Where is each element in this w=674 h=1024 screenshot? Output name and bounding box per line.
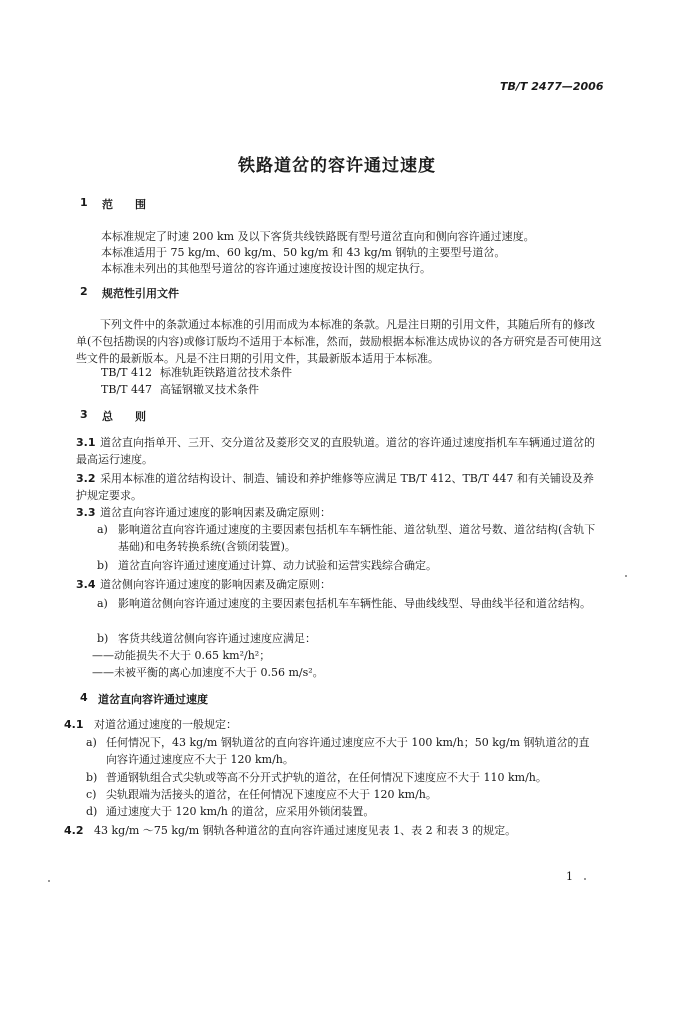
page-number: 1 xyxy=(566,870,573,883)
scan-speck xyxy=(48,880,50,882)
clause-4-1-d-label: d) xyxy=(86,805,98,818)
scan-speck xyxy=(584,878,586,880)
clause-4-1-b-label: b) xyxy=(86,771,98,784)
clause-3-1-text: 道岔直向指单开、三开、交分道岔及菱形交叉的直股轨道。道岔的容许通过速度指机车车辆通过道岔的最高运行速度。 xyxy=(76,436,595,466)
section-2-number: 2 xyxy=(80,285,88,298)
section-2-title: 规范性引用文件 xyxy=(102,287,179,300)
clause-4-1-a-text: 任何情况下，43 kg/m 钢轨道岔的直向容许通过速度应不大于 100 km/h；50 kg/m 钢轨道岔的直向容许通过速度应不大于 120 km/h。 xyxy=(106,736,590,766)
standard-code: TB/T 2477—2006 xyxy=(500,80,604,93)
section-1-para-3: 本标准未列出的其他型号道岔的容许通过速度按设计图的规定执行。 xyxy=(101,262,431,275)
clause-3-1-number: 3.1 xyxy=(76,436,96,449)
clause-3-2-text: 采用本标准的道岔结构设计、制造、铺设和养护维修等应满足 TB/T 412、TB/T 447 和有关铺设及养护规定要求。 xyxy=(76,472,594,502)
section-3-number: 3 xyxy=(80,408,88,421)
clause-4-1-c-text: 尖轨跟端为活接头的道岔，在任何情况下速度应不大于 120 km/h。 xyxy=(106,788,437,801)
clause-4-1-c-label: c) xyxy=(86,788,97,801)
clause-3-3-text: 道岔直向容许通过速度的影响因素及确定原则： xyxy=(100,506,331,519)
clause-3-3-a-text: 影响道岔直向容许通过速度的主要因素包括机车车辆性能、道岔轨型、道岔号数、道岔结构(含轨下基础)和电务转换系统(含锁闭装置)。 xyxy=(118,523,596,553)
clause-4-2-number: 4.2 xyxy=(64,824,84,837)
clause-3-3-b-label: b) xyxy=(97,559,109,572)
clause-4-1-d-text: 通过速度大于 120 km/h 的道岔，应采用外锁闭装置。 xyxy=(106,805,375,818)
clause-3-4-b-item-1: ——动能损失不大于 0.65 km²/h²； xyxy=(92,649,271,662)
clause-4-2-text: 43 kg/m ～75 kg/m 钢轨各种道岔的直向容许通过速度见表 1、表 2 和表 3 的规定。 xyxy=(94,824,517,837)
ref-1-name: 标准轨距铁路道岔技术条件 xyxy=(160,366,292,379)
ref-1-code: TB/T 412 xyxy=(101,366,152,379)
clause-3-3-a-label: a) xyxy=(97,523,108,536)
clause-3-4-number: 3.4 xyxy=(76,578,96,591)
section-4-title: 道岔直向容许通过速度 xyxy=(98,693,208,706)
clause-3-2-number: 3.2 xyxy=(76,472,96,485)
section-1-number: 1 xyxy=(80,196,88,209)
clause-3-4-b-text: 客货共线道岔侧向容许通过速度应满足： xyxy=(118,632,316,645)
clause-3-4-b-label: b) xyxy=(97,632,109,645)
section-3-title: 总 则 xyxy=(102,410,146,423)
section-1-title: 范 围 xyxy=(102,198,146,211)
clause-4-1-b-text: 普通钢轨组合式尖轨或等高不分开式护轨的道岔，在任何情况下速度应不大于 110 km/h。 xyxy=(106,771,547,784)
clause-3-3-b-text: 道岔直向容许通过速度通过计算、动力试验和运营实践综合确定。 xyxy=(118,559,437,572)
section-4-number: 4 xyxy=(80,691,88,704)
clause-3-4-a-label: a) xyxy=(97,597,108,610)
scan-speck xyxy=(625,575,627,577)
document-title: 铁路道岔的容许通过速度 xyxy=(238,156,436,176)
clause-4-1-a-label: a) xyxy=(86,736,97,749)
clause-4-1-number: 4.1 xyxy=(64,718,84,731)
clause-3-3-number: 3.3 xyxy=(76,506,96,519)
section-1-para-2: 本标准适用于 75 kg/m、60 kg/m、50 kg/m 和 43 kg/m 钢轨的主要型号道岔。 xyxy=(101,246,506,259)
clause-3-4-b-item-2: ——未被平衡的离心加速度不大于 0.56 m/s²。 xyxy=(92,666,324,679)
ref-2-code: TB/T 447 xyxy=(101,383,152,396)
clause-4-1-text: 对道岔通过速度的一般规定： xyxy=(94,718,237,731)
ref-2-name: 高锰钢辙叉技术条件 xyxy=(160,383,259,396)
section-1-para-1: 本标准规定了时速 200 km 及以下客货共线铁路既有型号道岔直向和侧向容许通过速度。 xyxy=(101,230,535,243)
clause-3-4-text: 道岔侧向容许通过速度的影响因素及确定原则： xyxy=(100,578,331,591)
section-2-intro: 下列文件中的条款通过本标准的引用而成为本标准的条款。凡是注日期的引用文件，其随后所有的修改单(不包括勘误的内容)或修订版均不适用于本标准，然而，鼓励根据本标准达成协议的各方研究是否可使用这些文件的最新版本。凡是不注日期的引用文件，其最新版本适用于本标准。 xyxy=(76,318,602,365)
clause-3-4-a-text: 影响道岔侧向容许通过速度的主要因素包括机车车辆性能、导曲线线型、导曲线半径和道岔结构。 xyxy=(118,597,591,610)
